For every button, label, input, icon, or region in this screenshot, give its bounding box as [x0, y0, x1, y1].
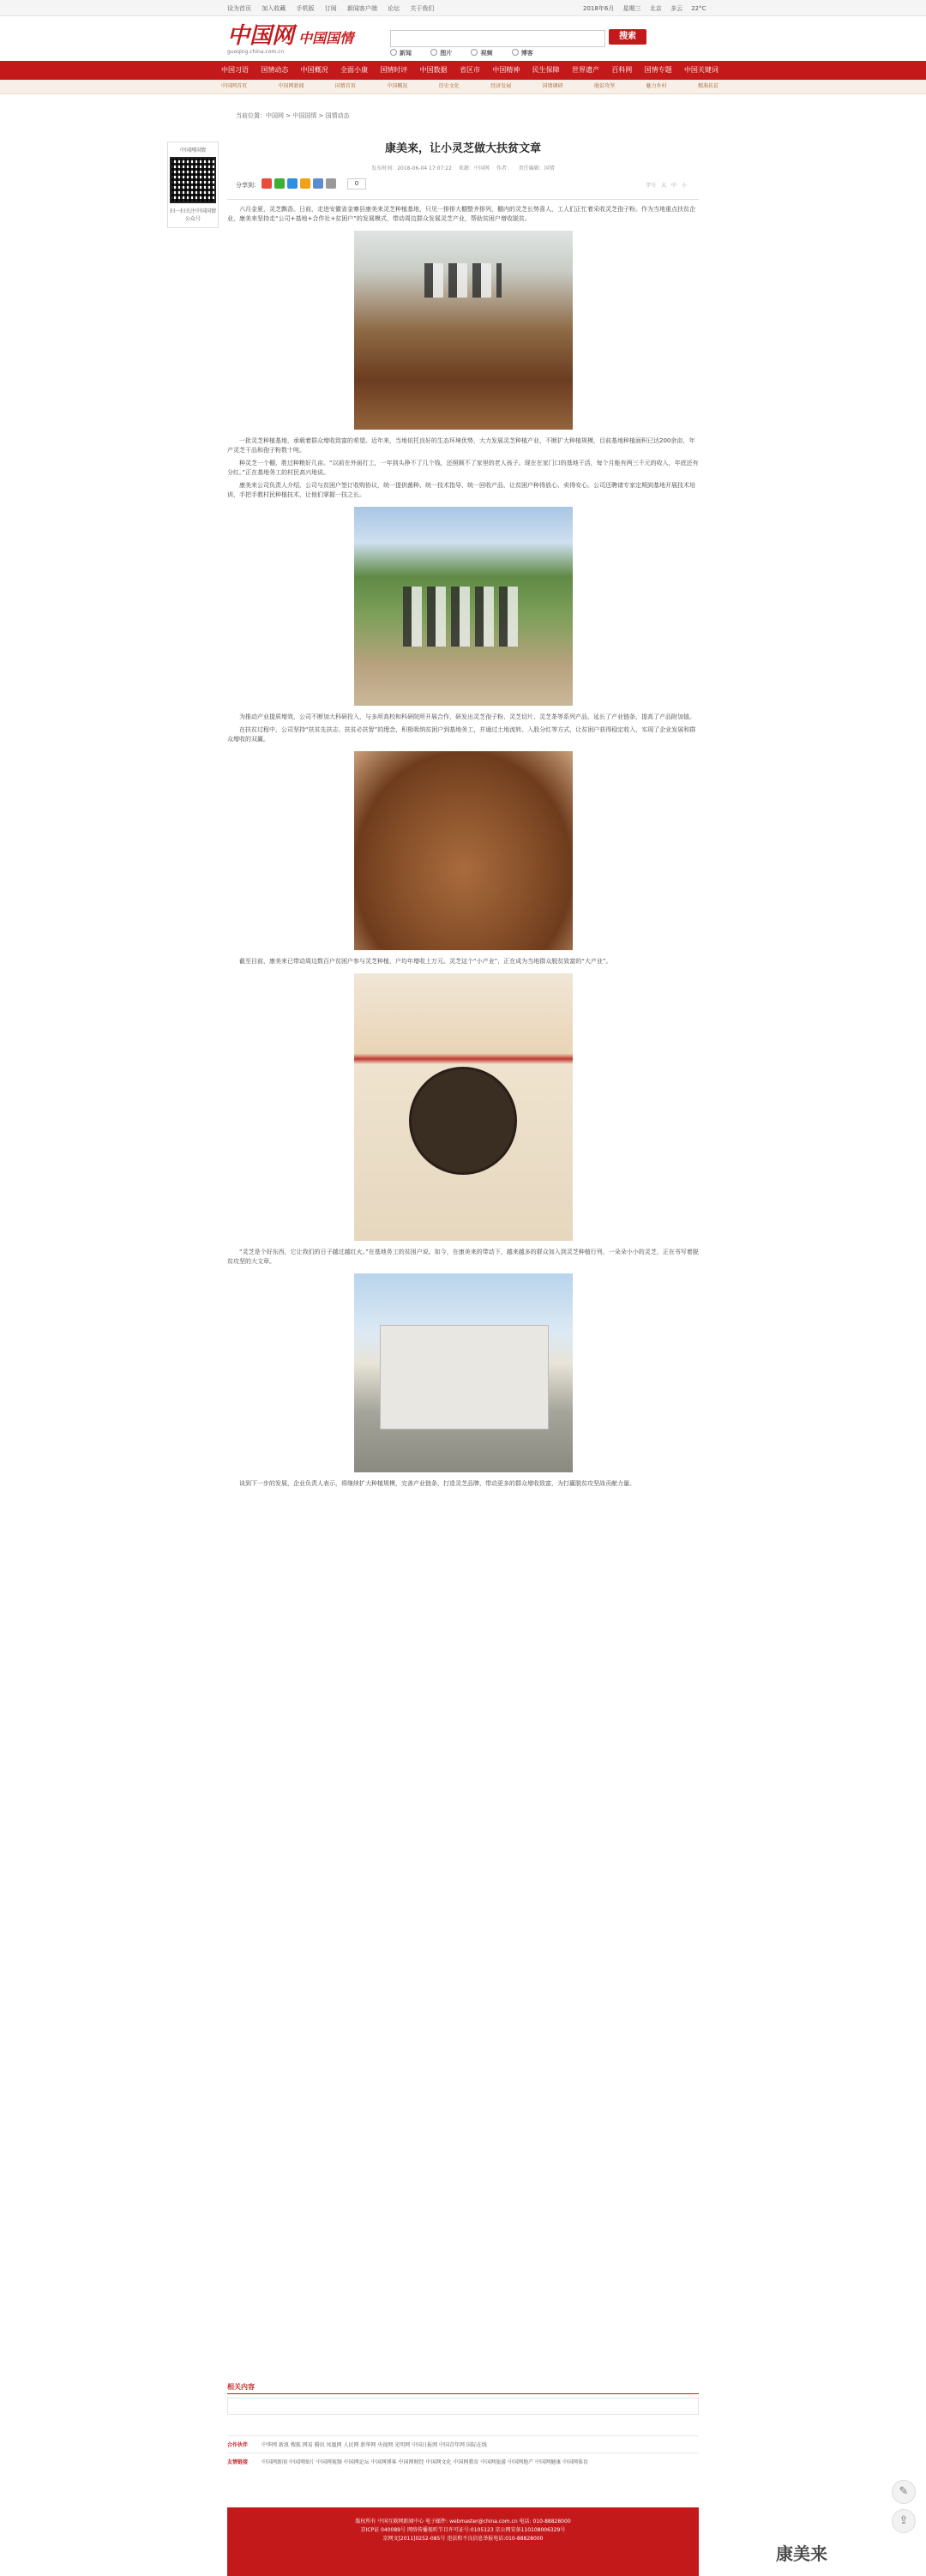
lingzhi-disc-figure — [409, 1067, 517, 1175]
font-size-label: 字号 — [646, 183, 657, 189]
lingzhi-photo — [354, 751, 573, 950]
nav-item[interactable]: 省区市 — [459, 66, 480, 74]
subnav-item[interactable]: 经济发展 — [490, 83, 512, 89]
article-paragraph: 一批灵芝种植基地，承载着群众增收致富的希望。近年来，当地依托良好的生态环境优势，大力发展灵芝种植产业，不断扩大种植规模，目前基地种植面积已达200余亩，年产灵芝干品和孢子粉数十吨。 — [227, 437, 695, 454]
nav-item[interactable]: 中国数据 — [419, 66, 448, 74]
search-option-label: 视频 — [480, 50, 493, 57]
top-bar — [0, 0, 926, 16]
subnav-item[interactable]: 中国网首页 — [221, 83, 248, 89]
qr-code-icon — [170, 157, 216, 203]
article-paragraph: “灵芝是个好东西，它让我们的日子越过越红火。”在基地务工的贫困户说。如今，在康美来的带动下，越来越多的群众加入到灵芝种植行列，一朵朵小小的灵芝，正在书写着脱贫攻坚的大文章。 — [227, 1249, 699, 1265]
subnav-item[interactable]: 中国概况 — [387, 83, 408, 89]
partner-label: 合作伙伴 — [227, 2442, 249, 2448]
search-option[interactable] — [471, 50, 492, 57]
search-option-label: 图片 — [440, 50, 453, 57]
visitors-photo — [354, 507, 573, 706]
font-size-large[interactable]: 大 — [661, 183, 667, 189]
logo-text: 中国网 — [227, 23, 295, 49]
more-share-icon[interactable] — [326, 178, 336, 189]
search-option[interactable] — [512, 50, 533, 57]
footer-line: 版权所有 中国互联网新闻中心 电子邮件: webmaster@china.com.cn 电话: 010-88828000 — [355, 2519, 571, 2525]
qr-label-top: 中国网国情 — [179, 147, 206, 153]
douban-icon[interactable] — [300, 178, 310, 189]
top-link[interactable]: 订阅 — [324, 5, 337, 12]
share-label: 分享到： — [236, 182, 260, 189]
breadcrumb[interactable]: 当前位置：中国网 > 中国国情 > 国情动态 — [236, 112, 350, 119]
subnav-item[interactable]: 历史文化 — [438, 83, 460, 89]
group-figure — [403, 587, 523, 647]
font-size-medium[interactable]: 中 — [671, 183, 677, 189]
site-footer — [227, 2507, 699, 2576]
article-paragraph: 种灵芝一个棚，胜过种粮好几亩。“以前在外面打工，一年到头挣不了几个钱，还照顾不了家里的老人孩子。现在在家门口的基地干活，每个月能有两三千元的收入，年底还有分红。”正在基地务工的村民高兴地说。 — [227, 460, 699, 476]
footer-line: 京网文[2011]0252-085号 违法和不良信息举报电话:010-88828000 — [382, 2536, 544, 2542]
subnav-item[interactable]: 脱贫攻坚 — [594, 83, 616, 89]
radio-icon — [390, 49, 397, 56]
radio-icon — [430, 49, 437, 56]
footer-line: 京ICP证 040089号 网络传播视听节目许可证号:0105123 京公网安备110108006329号 — [360, 2527, 566, 2533]
partner-links[interactable]: 中华网 新浪 搜狐 网易 腾讯 凤凰网 人民网 新华网 央视网 光明网 中国日报网 中国青年网 国际在线 — [262, 2442, 487, 2448]
search-option[interactable] — [390, 50, 412, 57]
radio-icon — [512, 49, 519, 56]
nav-item[interactable]: 全面小康 — [340, 66, 368, 74]
radio-icon — [471, 49, 478, 56]
related-box — [227, 2398, 699, 2415]
article — [227, 135, 699, 1492]
logo-url: guoqing.china.com.cn — [227, 49, 285, 55]
share-icons — [262, 178, 336, 189]
nav-item[interactable]: 中国关键词 — [683, 66, 719, 74]
factory-photo — [354, 1273, 573, 1472]
date-text: 2018年6月 — [583, 5, 615, 12]
site-header — [0, 16, 926, 61]
top-link[interactable]: 新闻客户端 — [346, 5, 377, 12]
nav-item[interactable]: 国情动态 — [261, 66, 289, 74]
workers-figure — [424, 263, 502, 298]
weibo-icon[interactable] — [262, 178, 272, 189]
top-date-weather — [583, 4, 713, 13]
search-option-label: 新闻 — [400, 50, 412, 57]
site-logo[interactable] — [227, 25, 353, 55]
qr-label-bottom: 扫一扫关注中国国情公众号 — [169, 208, 216, 222]
weekday-text: 星期三 — [622, 5, 641, 12]
partner-row — [227, 2435, 699, 2453]
search-area — [390, 29, 636, 47]
search-button[interactable]: 搜索 — [609, 29, 646, 45]
nav-item[interactable]: 中国习语 — [221, 66, 249, 74]
city-text: 北京 — [649, 5, 662, 12]
building-figure — [380, 1325, 549, 1429]
nav-item[interactable]: 世界遗产 — [571, 66, 599, 74]
greenhouse-photo — [354, 231, 573, 430]
logo-subtext: 中国国情 — [298, 30, 354, 46]
nav-item[interactable]: 中国概况 — [300, 66, 328, 74]
links-row — [227, 2453, 699, 2470]
share-float-icon[interactable]: ⇪ — [892, 2509, 916, 2533]
temperature-text: 22°C — [691, 5, 707, 12]
nav-item[interactable]: 国情专题 — [644, 66, 672, 74]
top-link[interactable]: 手机版 — [296, 5, 315, 12]
giant-lingzhi-photo — [354, 973, 573, 1241]
article-meta — [227, 164, 699, 172]
share-count: 0 — [347, 178, 366, 190]
article-paragraph: 六月金夏，灵芝飘香。日前，走进安徽省金寨县康美来灵芝种植基地，只见一排排大棚整齐排列，棚内的灵芝长势喜人，工人们正忙着采收灵芝孢子粉。作为当地重点扶贫企业，康美来坚持走“公司+基地+合作社+贫困户”的发展模式，带动周边群众发展灵芝产业，帮助贫困户增收脱贫。 — [227, 206, 695, 222]
search-input[interactable] — [390, 30, 605, 47]
source: 来源：中国网 — [458, 166, 490, 172]
friend-links — [227, 2435, 699, 2470]
article-paragraph: 在扶贫过程中，公司坚持“扶贫先扶志、扶贫必扶智”的理念，积极吸纳贫困户到基地务工，并通过土地流转、入股分红等方式，让贫困户获得稳定收入，实现了企业发展和群众增收的双赢。 — [227, 726, 696, 743]
subnav-item[interactable]: 国情调研 — [542, 83, 563, 89]
nav-item[interactable]: 民生保障 — [532, 66, 560, 74]
renren-icon[interactable] — [313, 178, 323, 189]
subnav-item[interactable]: 国情首页 — [334, 83, 356, 89]
main-nav — [0, 61, 926, 80]
watermark: 康美来 — [776, 2543, 827, 2564]
article-paragraph: 为推动产业提质增效，公司不断加大科研投入，与多所高校和科研院所开展合作，研发出灵芝孢子粉、灵芝切片、灵芝茶等系列产品，延长了产业链条，提高了产品附加值。 — [239, 713, 695, 720]
nav-item[interactable]: 国情时评 — [380, 66, 408, 74]
links-text[interactable]: 中国网新闻 中国网图片 中国网视频 中国网论坛 中国网博客 中国网财经 中国网文化 中国网教育 中国网旅游 中国网地产 中国网健康 中国网体育 — [262, 2459, 588, 2465]
top-link[interactable]: 关于我们 — [410, 5, 435, 12]
related-heading: 相关内容 — [227, 2382, 699, 2394]
author: 作者： — [496, 166, 512, 172]
qzone-icon[interactable] — [287, 178, 298, 189]
article-paragraph: 截至目前，康美来已带动周边数百户贫困户参与灵芝种植，户均年增收上万元。灵芝这个“小产业”，正在成为当地群众脱贫致富的“大产业”。 — [239, 958, 612, 965]
editor: 责任编辑：国情 — [518, 166, 555, 172]
feedback-icon[interactable]: ✎ — [892, 2480, 916, 2504]
article-paragraph: 谈到下一步的发展，企业负责人表示，将继续扩大种植规模，完善产业链条，打造灵芝品牌，带动更多的群众增收致富，为打赢脱贫攻坚战贡献力量。 — [239, 1480, 635, 1487]
top-link[interactable]: 设为首页 — [227, 5, 251, 12]
article-title: 康美来，让小灵芝做大扶贫文章 — [384, 142, 541, 155]
sub-nav — [0, 80, 926, 94]
subnav-item[interactable]: 中国网新闻 — [278, 83, 304, 89]
top-link[interactable]: 论坛 — [388, 5, 400, 12]
share-row — [227, 178, 699, 194]
weather-text: 多云 — [670, 5, 682, 12]
qr-sidebar — [167, 141, 219, 228]
wechat-icon[interactable] — [274, 178, 285, 189]
search-option[interactable] — [430, 50, 452, 57]
article-paragraph: 康美来公司负责人介绍，公司与贫困户签订收购协议，统一提供菌种、统一技术指导、统一回收产品，让贫困户种得放心、卖得安心。公司还聘请专家定期到基地开展技术培训，手把手教村民种植技术，让他们掌握一技之长。 — [227, 482, 695, 498]
divider — [227, 199, 699, 200]
related-content — [227, 2382, 699, 2415]
font-size-small[interactable]: 小 — [681, 183, 687, 189]
top-link[interactable]: 加入收藏 — [262, 5, 286, 12]
nav-item[interactable]: 中国精神 — [492, 66, 520, 74]
subnav-item[interactable]: 精准扶贫 — [697, 83, 719, 89]
top-links — [227, 4, 442, 13]
search-type-options — [390, 49, 550, 57]
publish-time: 发布时间：2018-06-04 17:07:22 — [371, 166, 452, 172]
subnav-item[interactable]: 魅力乡村 — [646, 83, 667, 89]
links-label: 友情链接 — [227, 2459, 249, 2465]
search-option-label: 博客 — [520, 50, 533, 57]
nav-item[interactable]: 百科网 — [611, 66, 633, 74]
font-size-control — [646, 181, 690, 189]
